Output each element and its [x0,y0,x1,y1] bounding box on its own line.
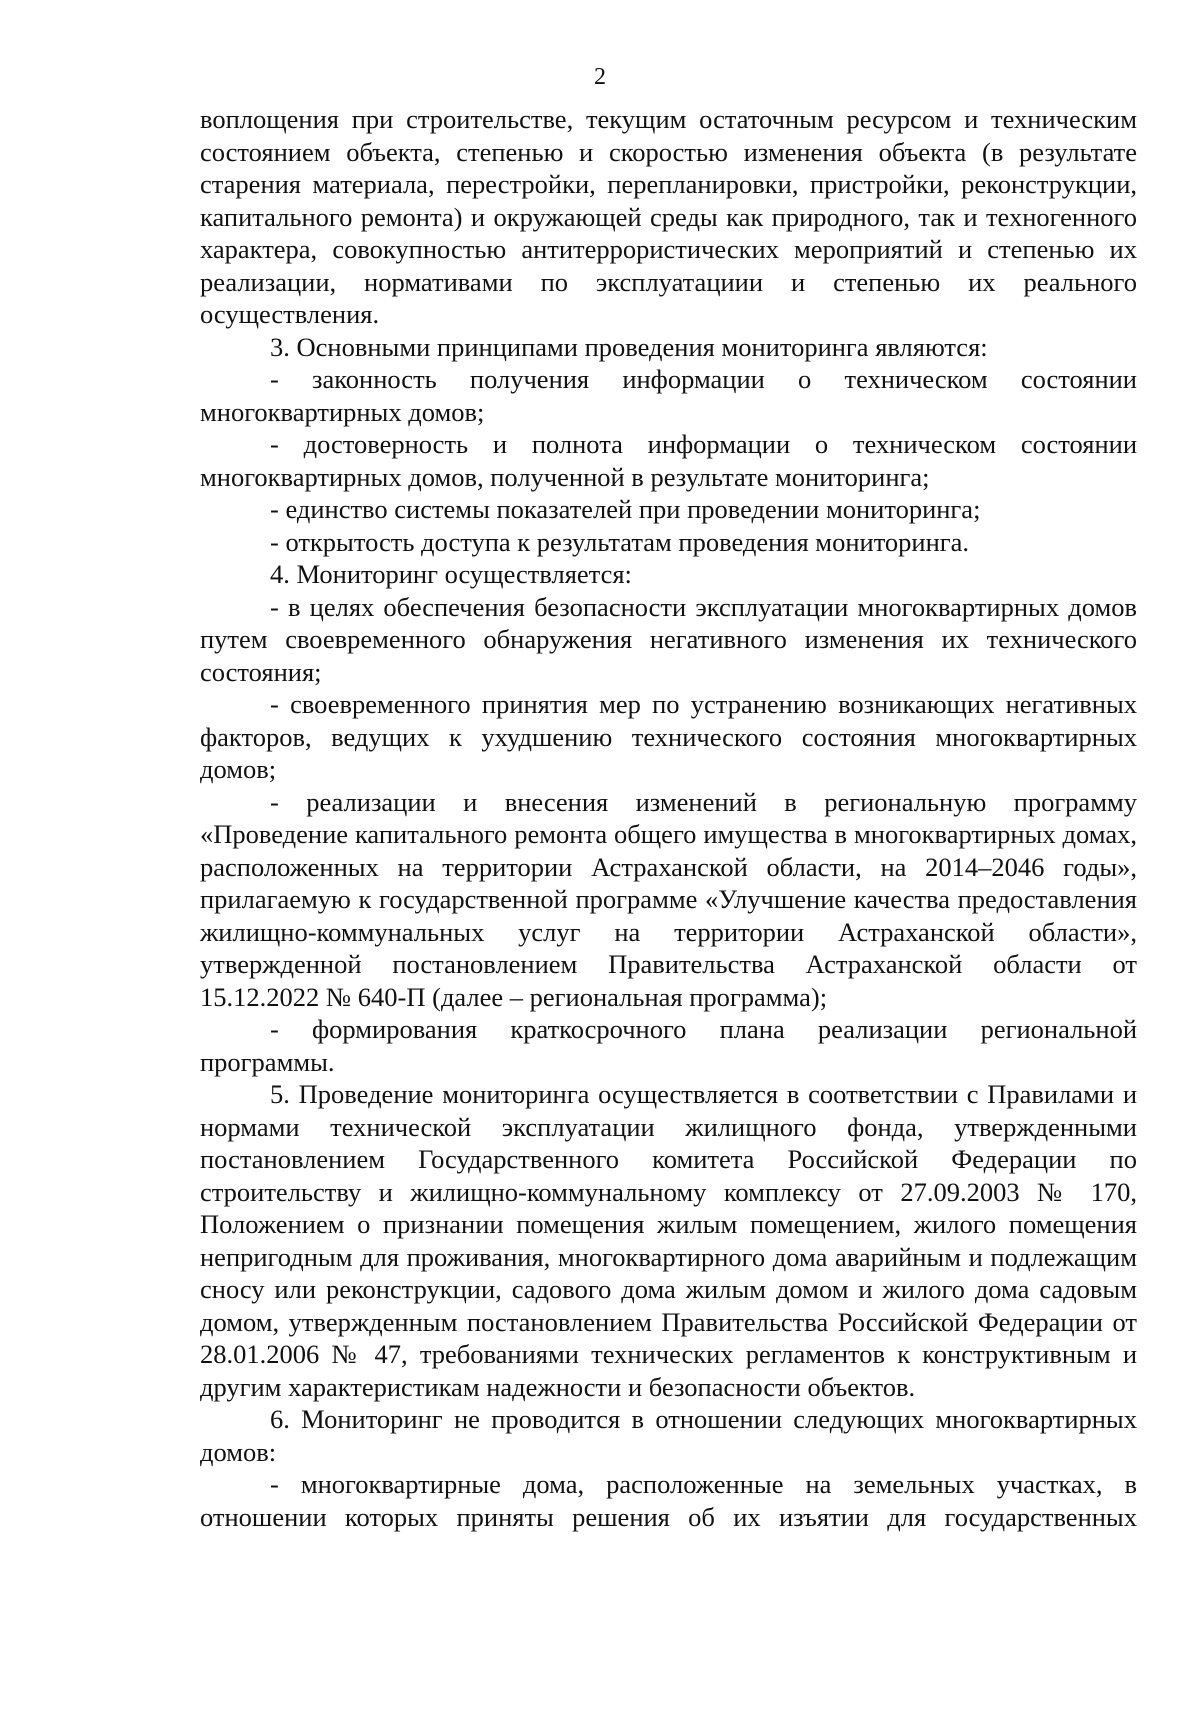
paragraph-bullet-seized-land: - многоквартирные дома, расположенные на земельных участках, в отношении которых приняты решения об их изъятии для государственных [200,1469,1137,1532]
paragraph-item-3: 3. Основными принципами проведения мониторинга являются: [270,331,988,362]
paragraph-bullet-short-term-plan: - формирования краткосрочного плана реализации региональной программы. [200,1014,1137,1077]
paragraph-item-4: 4. Мониторинг осуществляется: [270,559,632,589]
paragraph-continuation: воплощения при строительстве, текущим остаточным ресурсом и техническим состоянием объекта, степенью и скоростью изменения объекта (в результате старения материала, перестройки, перепланировки, пристройки, реконструкции, капитального ремонта) и окружающей среды как природного, так и техногенного характера, совокупностью антитеррористических мероприятий и степенью их реализации, нормативами по эксплуатациии и степенью их реального осуществления. [200,104,1137,329]
paragraph-bullet-unity: - единство системы показателей при проведении мониторинга; [270,494,981,524]
paragraph-bullet-legality: - законность получения информации о техническом состоянии многоквартирных домов; [200,364,1137,427]
paragraph-bullet-reliability: - достоверность и полнота информации о техническом состоянии многоквартирных домов, полученной в результате мониторинга; [200,429,1137,492]
paragraph-item-5: 5. Проведение мониторинга осуществляется в соответствии с Правилами и нормами технической эксплуатации жилищного фонда, утвержденными постановлением Государственного комитета Российской Федерации по строительству и жилищно-коммунальному комплексу от 27.09.2003 № 170, Положением о признании помещения жилым помещением, жилого помещения непригодным для проживания, многоквартирного дома аварийным и подлежащим сносу или реконструкции, садового дома жилым домом и жилого дома садовым домом, утвержденным постановлением Правительства Российской Федерации от 28.01.2006 № 47, требованиями технических регламентов к конструктивным и другим характеристикам надежности и безопасности объектов. [200,1079,1137,1402]
paragraph-bullet-safety: - в целях обеспечения безопасности эксплуатации многоквартирных домов путем своевременного обнаружения негативного изменения их технического состояния; [200,591,1137,687]
document-body [200,103,1137,1533]
page-number: 2 [594,64,606,90]
paragraph-item-6: 6. Мониторинг не проводится в отношении следующих многоквартирных домов: [200,1404,1137,1467]
paragraph-bullet-openness: - открытость доступа к результатам проведения мониторинга. [270,526,970,557]
paragraph-bullet-program: - реализации и внесения изменений в региональную программу «Проведение капитального ремонта общего имущества в многоквартирных домах, расположенных на территории Астраханской области, на 2014–2046 годы», прилагаемую к государственной программе «Улучшение качества предоставления жилищно-коммунальных услуг на территории Астраханской области», утвержденной постановлением Правительства Астраханской области от 15.12.2022 № 640-П (далее – региональная программа); [200,786,1137,1012]
paragraph-bullet-measures: - своевременного принятия мер по устранению возникающих негативных факторов, ведущих к ухудшению технического состояния многоквартирных домов; [200,689,1137,784]
